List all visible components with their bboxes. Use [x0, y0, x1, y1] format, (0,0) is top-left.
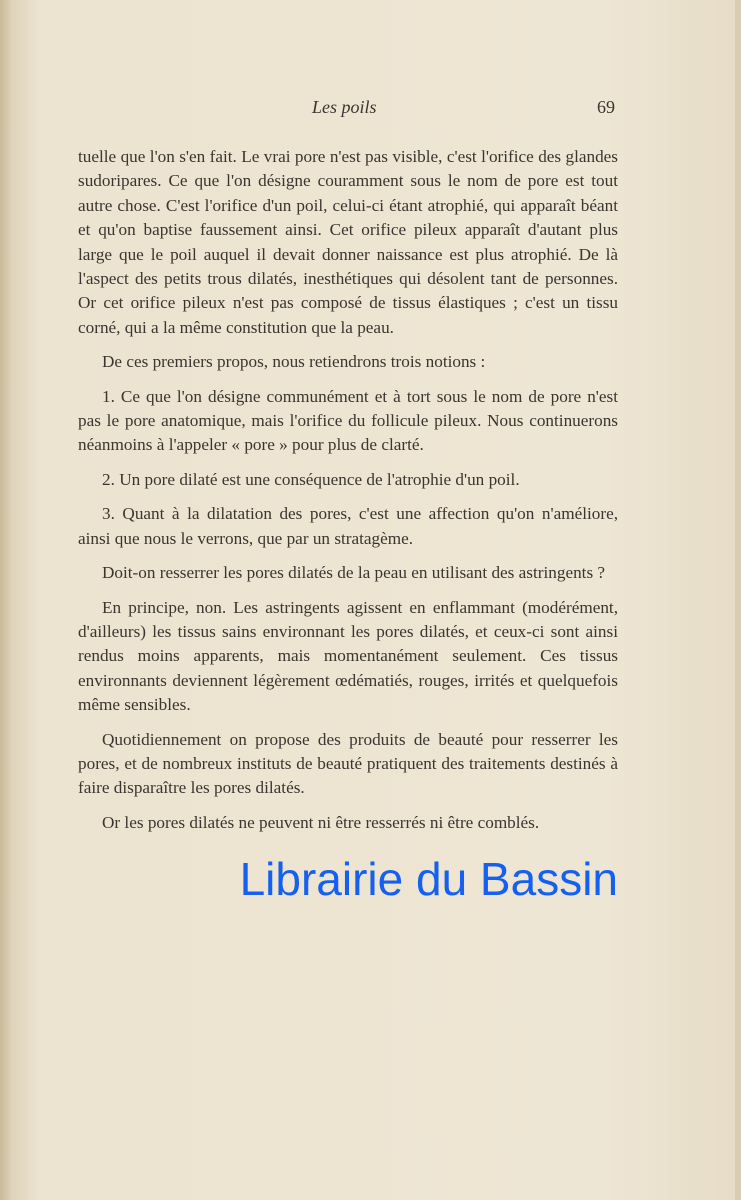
paragraph: 1. Ce que l'on désigne communément et à tort sous le nom de pore n'est pas le pore anatomique, mais l'orifice du follicule pileux. Nous continuerons néanmoins à l'appeler « pore » pour plus de clarté.	[78, 386, 618, 455]
running-title: Les poils	[312, 97, 377, 117]
paragraph: En principe, non. Les astringents agissent en enflammant (modérément, d'ailleurs) les tissus sains environnant les pores dilatés, et ceux-ci sont ainsi rendus moins apparents, mais momentanément seulement. Ces tissus environnants deviennent légèrement œdématiés, rouges, irrités et quelquefois même sensibles.	[78, 597, 618, 715]
paragraph: Doit-on resserrer les pores dilatés de la peau en utilisant des astringents ?	[102, 563, 606, 583]
page-number: 69	[597, 97, 615, 117]
paragraph: Or les pores dilatés ne peuvent ni être resserrés ni être comblés.	[102, 812, 540, 832]
paragraph: 2. Un pore dilaté est une conséquence de l'atrophie d'un poil.	[102, 469, 520, 489]
page-body	[78, 145, 618, 905]
paragraph: Quotidiennement on propose des produits de beauté pour resserrer les pores, et de nombreux instituts de beauté pratiquent des traitements destinés à faire disparaître les pores dilatés.	[78, 729, 618, 798]
page-edge	[735, 0, 741, 1200]
paragraph: tuelle que l'on s'en fait. Le vrai pore n'est pas visible, c'est l'orifice des glandes sudoripares. Ce que l'on désigne couramment sous le nom de pore est tout autre chose. C'est l'orifice d'un poil, celui-ci étant atrophié, qui apparaît béant et qu'on baptise faussement ainsi. Cet orifice pileux apparaît d'autant plus large que le poil auquel il devait donner naissance est plus atrophié. De là l'aspect des petits trous dilatés, inesthétiques qui désolent tant de personnes. Or cet orifice pileux n'est pas composé de tissus élastiques ; c'est un tissu corné, qui a la même constitution que la peau.	[78, 147, 618, 337]
page-gutter	[0, 0, 14, 1200]
page-header	[0, 97, 741, 121]
paragraph: 3. Quant à la dilatation des pores, c'est une affection qu'on n'améliore, ainsi que nous le verrons, que par un stratagème.	[78, 504, 618, 548]
paragraph: De ces premiers propos, nous retiendrons trois notions :	[102, 352, 486, 372]
watermark: Librairie du Bassin	[239, 853, 618, 906]
